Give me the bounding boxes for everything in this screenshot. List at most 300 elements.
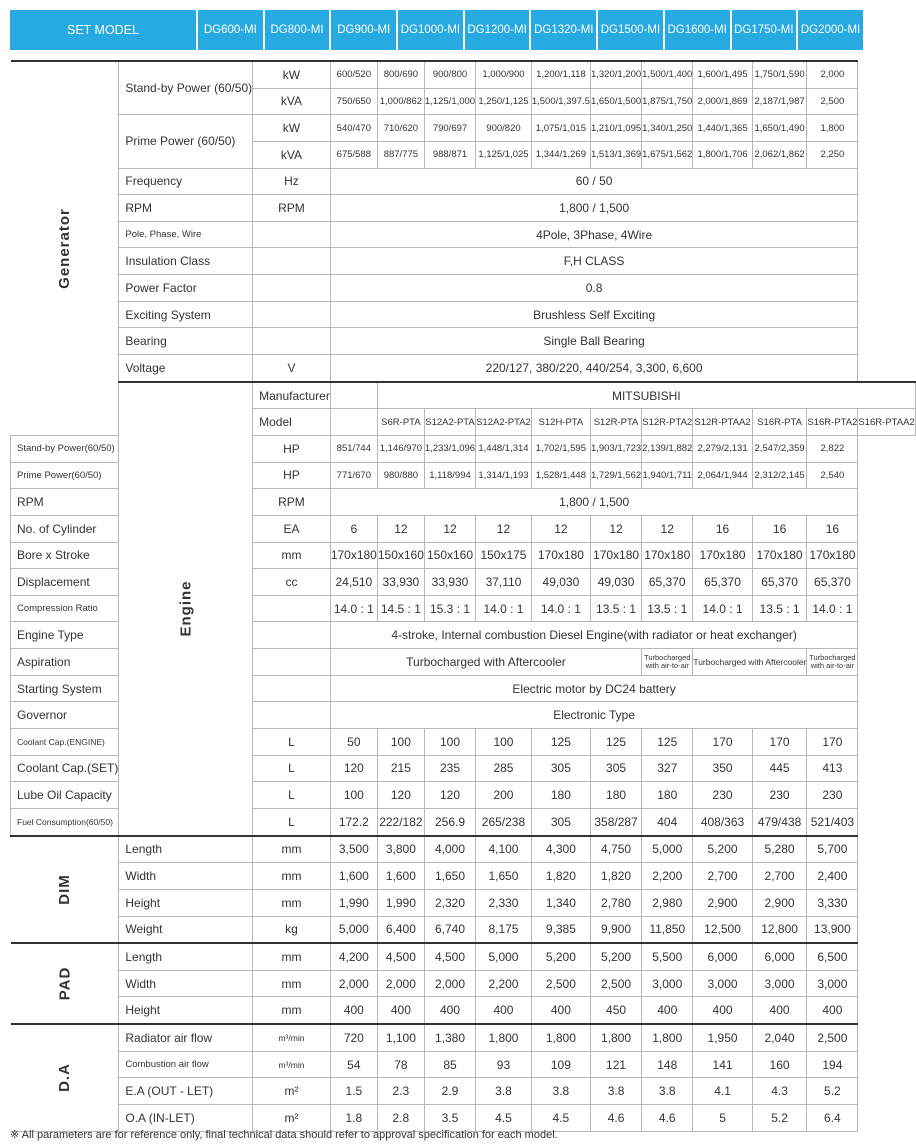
value-cell: 14.0 : 1 <box>693 595 752 622</box>
value-cell: 1,000/862 <box>377 88 424 115</box>
value-cell: 194 <box>807 1051 858 1078</box>
section-label-text: Engine <box>177 580 195 637</box>
row-unit <box>253 595 331 622</box>
row-unit: HP <box>253 435 331 462</box>
row-unit: m³/min <box>253 1051 331 1078</box>
value-cell: 2,312/2,145 <box>752 462 807 489</box>
value-cell: 5.2 <box>807 1078 858 1105</box>
value-cell: 1,800 / 1,500 <box>330 195 858 222</box>
model-header: DG1500-MI <box>598 10 663 50</box>
table-row <box>11 382 916 409</box>
row-unit: mm <box>253 997 331 1024</box>
value-cell: 2,064/1,944 <box>693 462 752 489</box>
value-cell: 404 <box>642 808 693 835</box>
model-header: DG1600-MI <box>665 10 730 50</box>
value-cell: 408/363 <box>693 808 752 835</box>
row-unit: kg <box>253 916 331 943</box>
row-unit: V <box>253 355 331 382</box>
value-cell: 14.0 : 1 <box>476 595 532 622</box>
value-cell: 1,650 <box>476 863 532 890</box>
row-unit: HP <box>253 462 331 489</box>
row-label: Width <box>119 970 253 997</box>
value-cell: 710/620 <box>377 115 424 142</box>
model-header: DG1000-MI <box>398 10 463 50</box>
value-cell: 1,125/1,025 <box>476 141 532 168</box>
row-unit <box>253 649 331 676</box>
value-cell: 2.9 <box>424 1078 475 1105</box>
row-label: Prime Power (60/50) <box>119 115 253 168</box>
value-cell: 2,000 <box>424 970 475 997</box>
value-cell: 54 <box>330 1051 377 1078</box>
value-cell: 170x180 <box>330 542 377 569</box>
value-cell: 800/690 <box>377 61 424 88</box>
value-cell: 2,700 <box>752 863 807 890</box>
table-row <box>11 195 916 222</box>
value-cell: 980/880 <box>377 462 424 489</box>
value-cell: Electric motor by DC24 battery <box>330 675 858 702</box>
value-cell: 4,100 <box>476 836 532 863</box>
value-cell: 3.8 <box>476 1078 532 1105</box>
set-model-header: SET MODEL <box>10 10 196 50</box>
value-cell: 5,200 <box>590 943 641 970</box>
row-unit: L <box>253 729 331 756</box>
value-cell: 1,528/1,448 <box>531 462 590 489</box>
value-cell: 887/775 <box>377 141 424 168</box>
value-cell: 900/820 <box>476 115 532 142</box>
value-cell: 521/403 <box>807 808 858 835</box>
row-unit: Hz <box>253 168 331 195</box>
value-cell: 1,314/1,193 <box>476 462 532 489</box>
value-cell: Brushless Self Exciting <box>330 301 858 328</box>
value-cell: 1,344/1,269 <box>531 141 590 168</box>
value-cell: 2.3 <box>377 1078 424 1105</box>
value-cell: 235 <box>424 755 475 782</box>
value-cell: 851/744 <box>330 435 377 462</box>
value-cell: 93 <box>476 1051 532 1078</box>
value-cell: 2,279/2,131 <box>693 435 752 462</box>
value-cell: 1,250/1,125 <box>476 88 532 115</box>
row-unit: RPM <box>253 489 331 516</box>
table-row <box>11 248 916 275</box>
value-cell: 24,510 <box>330 569 377 596</box>
row-label: Voltage <box>119 355 253 382</box>
value-cell: 1,675/1,562 <box>642 141 693 168</box>
value-cell: 900/800 <box>424 61 475 88</box>
value-cell: 12,800 <box>752 916 807 943</box>
row-unit: L <box>253 782 331 809</box>
value-cell: 2,400 <box>807 863 858 890</box>
value-cell: 2,980 <box>642 889 693 916</box>
value-cell: 1.5 <box>330 1078 377 1105</box>
table-row <box>11 970 916 997</box>
row-unit: m² <box>253 1104 331 1131</box>
value-cell: 141 <box>693 1051 752 1078</box>
value-cell: 2,500 <box>590 970 641 997</box>
row-label: Engine Type <box>11 622 119 649</box>
value-cell: 230 <box>807 782 858 809</box>
row-label: Power Factor <box>119 275 253 302</box>
value-cell: 148 <box>642 1051 693 1078</box>
table-row <box>11 221 916 248</box>
value-cell: MITSUBISHI <box>377 382 915 409</box>
row-unit <box>330 382 377 409</box>
row-unit: L <box>253 755 331 782</box>
value-cell: 1,820 <box>590 863 641 890</box>
value-cell: 2,000 <box>807 61 858 88</box>
row-unit: mm <box>253 889 331 916</box>
value-cell: 65,370 <box>693 569 752 596</box>
value-cell: 1,875/1,750 <box>642 88 693 115</box>
value-cell: 720 <box>330 1024 377 1051</box>
value-cell: 12 <box>377 515 424 542</box>
row-unit <box>253 221 331 248</box>
value-cell: 988/871 <box>424 141 475 168</box>
value-cell: 1,440/1,365 <box>693 115 752 142</box>
value-cell: 1,800 <box>476 1024 532 1051</box>
value-cell: 1,903/1,723 <box>590 435 641 462</box>
value-cell: 1,702/1,595 <box>531 435 590 462</box>
row-unit: m² <box>253 1078 331 1105</box>
row-unit: EA <box>253 515 331 542</box>
value-cell: 11,850 <box>642 916 693 943</box>
value-cell: 358/287 <box>590 808 641 835</box>
value-cell: 1,600 <box>330 863 377 890</box>
value-cell: 100 <box>377 729 424 756</box>
value-cell: 1,800 <box>642 1024 693 1051</box>
value-cell: 400 <box>377 997 424 1024</box>
row-unit <box>330 409 377 436</box>
model-header: DG1200-MI <box>465 10 530 50</box>
value-cell: 5.2 <box>752 1104 807 1131</box>
value-cell: 1,100 <box>377 1024 424 1051</box>
value-cell: 78 <box>377 1051 424 1078</box>
row-unit: m³/min <box>253 1024 331 1051</box>
value-cell: 5,000 <box>330 916 377 943</box>
value-cell: 121 <box>590 1051 641 1078</box>
row-label: Frequency <box>119 168 253 195</box>
value-cell: 125 <box>642 729 693 756</box>
row-label: Pole, Phase, Wire <box>119 221 253 248</box>
value-cell: 305 <box>590 755 641 782</box>
table-row <box>11 275 916 302</box>
value-cell: 1,118/994 <box>424 462 475 489</box>
value-cell: 1,800 / 1,500 <box>330 489 858 516</box>
value-cell: 256.9 <box>424 808 475 835</box>
value-cell: 9,900 <box>590 916 641 943</box>
value-cell: 3.8 <box>642 1078 693 1105</box>
row-unit <box>253 622 331 649</box>
value-cell: 170x180 <box>807 542 858 569</box>
row-label: Stand-by Power (60/50) <box>119 61 253 115</box>
value-cell: 37,110 <box>476 569 532 596</box>
value-cell: 12 <box>642 515 693 542</box>
row-unit: kVA <box>253 141 331 168</box>
value-cell: 4,500 <box>377 943 424 970</box>
row-unit <box>253 675 331 702</box>
value-cell: 1,380 <box>424 1024 475 1051</box>
table-row <box>11 301 916 328</box>
value-cell: 5,200 <box>693 836 752 863</box>
value-cell: 6,500 <box>807 943 858 970</box>
table-row <box>11 115 916 142</box>
value-cell: 2,540 <box>807 462 858 489</box>
value-cell: 0.8 <box>330 275 858 302</box>
value-cell: 1.8 <box>330 1104 377 1131</box>
value-cell: 120 <box>330 755 377 782</box>
row-label: Manufacturer <box>253 382 331 409</box>
value-cell: 50 <box>330 729 377 756</box>
row-unit: mm <box>253 970 331 997</box>
value-cell: 400 <box>752 997 807 1024</box>
row-unit: kVA <box>253 88 331 115</box>
value-cell: 1,320/1,200 <box>590 61 641 88</box>
value-cell: 13.5 : 1 <box>590 595 641 622</box>
table-row <box>11 889 916 916</box>
value-cell: 2,139/1,882 <box>642 435 693 462</box>
value-cell: 13,900 <box>807 916 858 943</box>
row-label: Height <box>119 889 253 916</box>
value-cell: 1,340 <box>531 889 590 916</box>
value-cell: 1,650 <box>424 863 475 890</box>
row-unit: mm <box>253 836 331 863</box>
row-label: Bore x Stroke <box>11 542 119 569</box>
model-header: DG800-MI <box>265 10 330 50</box>
model-header: DG600-MI <box>198 10 263 50</box>
value-cell: 1,600/1,495 <box>693 61 752 88</box>
value-cell: 109 <box>531 1051 590 1078</box>
value-cell: 49,030 <box>531 569 590 596</box>
value-cell: 305 <box>531 808 590 835</box>
value-cell: 100 <box>330 782 377 809</box>
value-cell: 4-stroke, Internal combustion Diesel Engine(with radiator or heat exchanger) <box>330 622 858 649</box>
value-cell: 14.5 : 1 <box>377 595 424 622</box>
value-cell: 2,900 <box>752 889 807 916</box>
value-cell: 4.6 <box>590 1104 641 1131</box>
value-cell: 400 <box>424 997 475 1024</box>
value-cell: 6,000 <box>752 943 807 970</box>
value-cell: 4,000 <box>424 836 475 863</box>
value-cell: 413 <box>807 755 858 782</box>
value-cell: 3,500 <box>330 836 377 863</box>
row-label: Governor <box>11 702 119 729</box>
value-cell: 1,800 <box>531 1024 590 1051</box>
row-unit <box>253 702 331 729</box>
row-unit: mm <box>253 943 331 970</box>
value-cell: 1,750/1,590 <box>752 61 807 88</box>
section-label-text: Generator <box>55 208 73 289</box>
row-unit: cc <box>253 569 331 596</box>
value-cell: 60 / 50 <box>330 168 858 195</box>
value-cell: 150x160 <box>424 542 475 569</box>
value-cell: 150x160 <box>377 542 424 569</box>
value-cell: 4.6 <box>642 1104 693 1131</box>
value-cell: 14.0 : 1 <box>330 595 377 622</box>
value-cell: 750/650 <box>330 88 377 115</box>
value-cell: 13.5 : 1 <box>752 595 807 622</box>
value-cell: 2,500 <box>807 1024 858 1051</box>
spec-table-body <box>11 61 916 1131</box>
value-cell: 4,750 <box>590 836 641 863</box>
value-cell: 3,000 <box>642 970 693 997</box>
value-cell: 2,330 <box>476 889 532 916</box>
value-cell: 14.0 : 1 <box>531 595 590 622</box>
value-cell: 1,800/1,706 <box>693 141 752 168</box>
value-cell: 14.0 : 1 <box>807 595 858 622</box>
value-cell: 215 <box>377 755 424 782</box>
row-label: Width <box>119 863 253 890</box>
value-cell: Turbocharged with Aftercooler <box>330 649 641 676</box>
value-cell: 1,500/1,400 <box>642 61 693 88</box>
row-label: Aspiration <box>11 649 119 676</box>
value-cell: 16 <box>693 515 752 542</box>
value-cell: 3.8 <box>531 1078 590 1105</box>
table-row <box>11 1078 916 1105</box>
value-cell: 2.8 <box>377 1104 424 1131</box>
value-cell: 400 <box>330 997 377 1024</box>
model-header: DG1750-MI <box>732 10 797 50</box>
value-cell: 33,930 <box>424 569 475 596</box>
section-label-generator <box>11 61 119 435</box>
value-cell: 180 <box>590 782 641 809</box>
row-label: Exciting System <box>119 301 253 328</box>
value-cell: 16 <box>807 515 858 542</box>
table-row <box>11 1051 916 1078</box>
value-cell: 2,547/2,359 <box>752 435 807 462</box>
value-cell: 6.4 <box>807 1104 858 1131</box>
row-label: Combustion air flow <box>119 1051 253 1078</box>
row-label: Insulation Class <box>119 248 253 275</box>
value-cell: 5,700 <box>807 836 858 863</box>
row-label: Length <box>119 836 253 863</box>
value-cell: 400 <box>693 997 752 1024</box>
value-cell: 1,075/1,015 <box>531 115 590 142</box>
value-cell: 125 <box>531 729 590 756</box>
value-cell: 479/438 <box>752 808 807 835</box>
table-row <box>11 61 916 88</box>
value-cell: 3,330 <box>807 889 858 916</box>
value-cell: 1,448/1,314 <box>476 435 532 462</box>
section-label-dim <box>11 836 119 944</box>
value-cell: 6 <box>330 515 377 542</box>
value-cell: Turbocharged with air-to-air <box>642 649 693 676</box>
value-cell: 12,500 <box>693 916 752 943</box>
model-header: DG900-MI <box>331 10 396 50</box>
value-cell: 2,822 <box>807 435 858 462</box>
value-cell: 1,800 <box>590 1024 641 1051</box>
value-cell: 4,300 <box>531 836 590 863</box>
value-cell: 2,500 <box>531 970 590 997</box>
value-cell: 1,146/970 <box>377 435 424 462</box>
value-cell: 65,370 <box>642 569 693 596</box>
value-cell: 3.8 <box>590 1078 641 1105</box>
row-label: Weight <box>119 916 253 943</box>
value-cell: 100 <box>476 729 532 756</box>
value-cell: 170x180 <box>590 542 641 569</box>
row-unit: mm <box>253 542 331 569</box>
value-cell: 2,320 <box>424 889 475 916</box>
value-cell: S6R-PTA <box>377 409 424 436</box>
value-cell: 675/588 <box>330 141 377 168</box>
value-cell: 9,385 <box>531 916 590 943</box>
row-label: Displacement <box>11 569 119 596</box>
table-row <box>11 943 916 970</box>
row-label: No. of Cylinder <box>11 515 119 542</box>
value-cell: 540/470 <box>330 115 377 142</box>
section-label-text: PAD <box>55 966 73 1001</box>
value-cell: 2,000 <box>330 970 377 997</box>
row-label: Length <box>119 943 253 970</box>
value-cell: 3.5 <box>424 1104 475 1131</box>
value-cell: S16R-PTAA2 <box>858 409 915 436</box>
footnote: ※ All parameters are for reference only, final technical data should refer to approval specification for each model. <box>10 1129 558 1141</box>
row-unit <box>253 328 331 355</box>
value-cell: 5 <box>693 1104 752 1131</box>
row-label: Radiator air flow <box>119 1024 253 1051</box>
row-unit: kW <box>253 61 331 88</box>
value-cell: 170 <box>807 729 858 756</box>
value-cell: 450 <box>590 997 641 1024</box>
value-cell: 12 <box>590 515 641 542</box>
value-cell: S12R-PTA2 <box>642 409 693 436</box>
value-cell: 600/520 <box>330 61 377 88</box>
model-header: DG2000-MI <box>798 10 863 50</box>
row-label: RPM <box>11 489 119 516</box>
value-cell: 2,780 <box>590 889 641 916</box>
section-label-text: D.A <box>55 1063 73 1093</box>
value-cell: S12R-PTA <box>590 409 641 436</box>
value-cell: 33,930 <box>377 569 424 596</box>
row-label: Model <box>253 409 331 436</box>
value-cell: 2,200 <box>642 863 693 890</box>
row-unit <box>253 248 331 275</box>
value-cell: 1,990 <box>377 889 424 916</box>
value-cell: S12R-PTAA2 <box>693 409 752 436</box>
row-unit: kW <box>253 115 331 142</box>
value-cell: 4.5 <box>476 1104 532 1131</box>
value-cell: 1,210/1,095 <box>590 115 641 142</box>
row-label: E.A (OUT - LET) <box>119 1078 253 1105</box>
value-cell: 4.3 <box>752 1078 807 1105</box>
value-cell: 8,175 <box>476 916 532 943</box>
table-row <box>11 863 916 890</box>
value-cell: 3,000 <box>693 970 752 997</box>
value-cell: 15.3 : 1 <box>424 595 475 622</box>
value-cell: 230 <box>693 782 752 809</box>
value-cell: 2,062/1,862 <box>752 141 807 168</box>
table-row <box>11 168 916 195</box>
value-cell: 150x175 <box>476 542 532 569</box>
value-cell: 125 <box>590 729 641 756</box>
section-label-pad <box>11 943 119 1024</box>
value-cell: 180 <box>531 782 590 809</box>
value-cell: 120 <box>424 782 475 809</box>
value-cell: 100 <box>424 729 475 756</box>
value-cell: 2,250 <box>807 141 858 168</box>
row-label: RPM <box>119 195 253 222</box>
row-label: Prime Power(60/50) <box>11 462 119 489</box>
value-cell: 5,200 <box>531 943 590 970</box>
value-cell: 172.2 <box>330 808 377 835</box>
section-label-da <box>11 1024 119 1131</box>
value-cell: 400 <box>531 997 590 1024</box>
row-label: Compression Ratio <box>11 595 119 622</box>
value-cell: 5,280 <box>752 836 807 863</box>
value-cell: 230 <box>752 782 807 809</box>
value-cell: 180 <box>642 782 693 809</box>
value-cell: 1,650/1,490 <box>752 115 807 142</box>
row-label: Fuel Consumption(60/50) <box>11 808 119 835</box>
value-cell: 3,800 <box>377 836 424 863</box>
